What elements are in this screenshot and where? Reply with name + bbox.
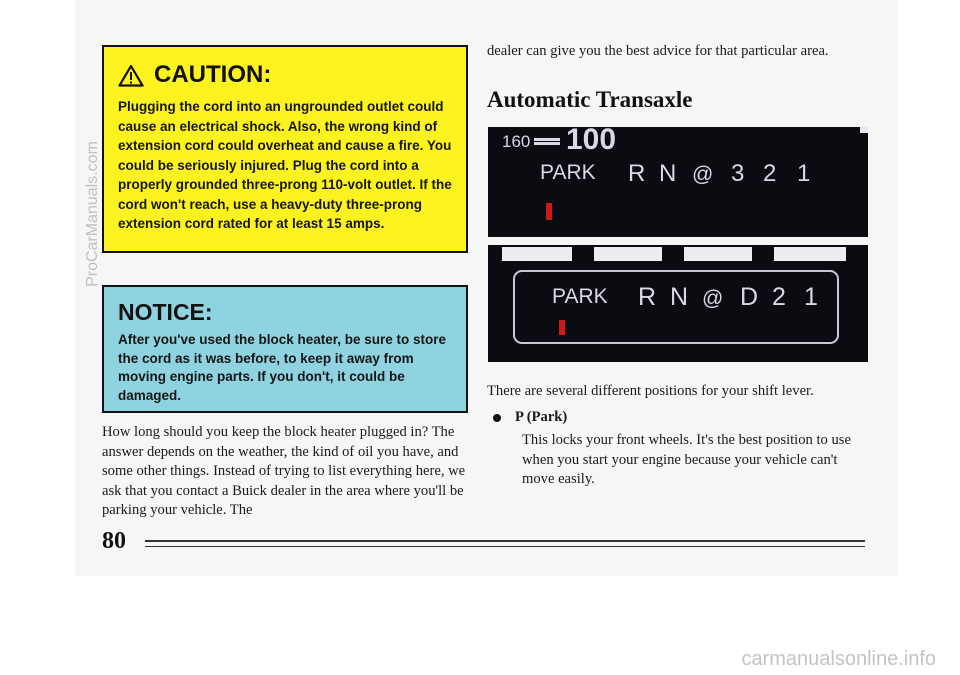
gear-d: D bbox=[740, 283, 759, 311]
gear-n: N bbox=[670, 283, 689, 311]
notice-box bbox=[102, 285, 468, 413]
corner-mark bbox=[860, 127, 868, 133]
caution-box bbox=[102, 45, 468, 253]
display-2-graphic bbox=[488, 245, 868, 362]
speed-value: 100 bbox=[566, 127, 617, 156]
caution-title bbox=[118, 61, 271, 89]
top-segment-2 bbox=[594, 247, 662, 261]
caution-body: Plugging the cord into an ungrounded outlet could cause an electrical shock. Also, the wrong kind of extension cord could overheat and cause a fire. You could be seriously injured. Plug the cord into a properly grounded three-prong 110-volt outlet. If the cord won't reach, use a heavy-duty three-prong extension cord rated for at least 15 amps. bbox=[118, 99, 452, 231]
watermark-footer: carmanualsonline.info bbox=[741, 648, 936, 670]
gear-3: 3 bbox=[731, 160, 745, 187]
notice-body: After you've used the block heater, be sure to store the cord as it was before, to keep it away from moving engine parts. If you don't, it could be damaged. bbox=[118, 332, 447, 403]
gear-n: N bbox=[659, 160, 677, 187]
caution-title-text: CAUTION: bbox=[154, 61, 272, 88]
section-heading: Automatic Transaxle bbox=[487, 87, 693, 112]
top-segment-1 bbox=[502, 247, 572, 261]
park-label: PARK bbox=[552, 285, 608, 308]
gear-od: @ bbox=[692, 163, 714, 186]
park-description: This locks your front wheels. It's the best position to use when you start your engine because your vehicle can't move easily. bbox=[522, 432, 851, 487]
gear-1: 1 bbox=[804, 283, 818, 311]
speed-dash-1 bbox=[534, 138, 560, 141]
gear-r: R bbox=[628, 160, 646, 187]
gear-od: @ bbox=[702, 287, 724, 310]
watermark-vertical: ProCarManuals.com bbox=[84, 141, 101, 287]
gear-2: 2 bbox=[763, 160, 777, 187]
display-1-graphic bbox=[488, 127, 868, 237]
gear-r: R bbox=[638, 283, 657, 311]
body-paragraph-right-continued: dealer can give you the best advice for that particular area. bbox=[487, 43, 829, 59]
shift-indicator-display-2 bbox=[488, 245, 868, 362]
gear-1: 1 bbox=[797, 160, 811, 187]
park-bullet-item bbox=[487, 409, 567, 426]
notice-title: NOTICE: bbox=[118, 299, 213, 325]
gear-2: 2 bbox=[772, 283, 786, 311]
top-segment-4 bbox=[774, 247, 846, 261]
shift-positions-intro: There are several different positions for your shift lever. bbox=[487, 383, 814, 399]
bullet-dot-icon bbox=[493, 414, 501, 422]
shift-position-indicator bbox=[546, 203, 552, 220]
page-number: 80 bbox=[102, 528, 126, 554]
warning-triangle-icon bbox=[118, 64, 144, 87]
park-label: PARK bbox=[540, 161, 596, 184]
footer-rule-top bbox=[145, 540, 865, 542]
shift-position-indicator bbox=[559, 320, 565, 335]
footer-rule-bottom bbox=[145, 546, 865, 547]
park-heading: P (Park) bbox=[515, 409, 568, 425]
body-paragraph-left: How long should you keep the block heater plugged in? The answer depends on the weather, the kind of oil you have, and some other things. Instead of trying to list everything here, we ask that you contact a Buick dealer in the area where you'll be parking your vehicle. The bbox=[102, 424, 466, 518]
speed-dash-2 bbox=[534, 142, 560, 145]
shift-indicator-display-1 bbox=[488, 127, 868, 237]
top-segment-3 bbox=[684, 247, 752, 261]
speed-label: 160 bbox=[502, 132, 531, 151]
